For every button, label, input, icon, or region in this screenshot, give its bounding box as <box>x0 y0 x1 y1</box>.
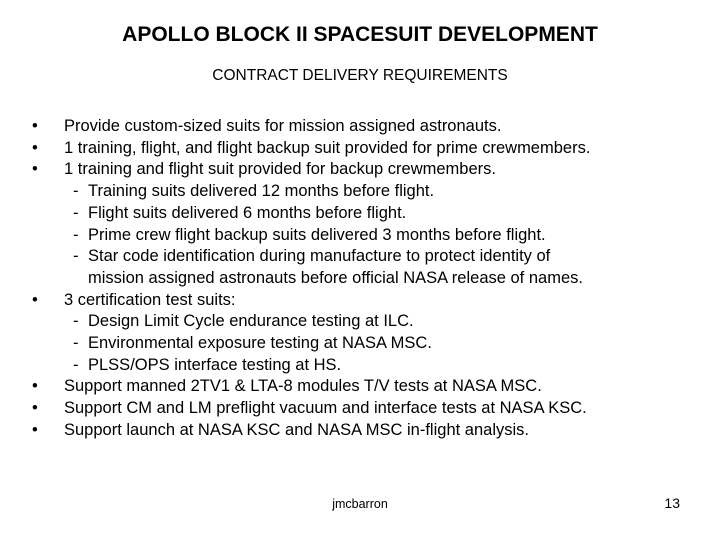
footer-author: jmcbarron <box>332 497 388 511</box>
sub-text: Prime crew flight backup suits delivered 3 months before flight. <box>88 225 546 244</box>
bullet-marker: • <box>32 138 38 157</box>
page-number: 13 <box>664 495 680 511</box>
bullet-marker: • <box>32 160 38 179</box>
sub-text: Flight suits delivered 6 months before flight. <box>88 203 407 222</box>
sub-marker: - <box>73 182 79 201</box>
sub-list-item <box>32 355 712 377</box>
list-item <box>32 138 712 160</box>
bullet-marker: • <box>32 117 38 135</box>
sub-list-item-continuation <box>32 268 712 290</box>
sub-marker: - <box>73 312 79 331</box>
bullet-text: Support manned 2TV1 & LTA-8 modules T/V tests at NASA MSC. <box>64 377 542 396</box>
sub-marker: - <box>73 247 79 266</box>
sub-marker: - <box>73 334 79 353</box>
bullet-marker: • <box>32 420 38 439</box>
list-item <box>32 376 712 398</box>
list-item <box>32 420 712 442</box>
bullet-text: Provide custom-sized suits for mission assigned astronauts. <box>64 117 502 135</box>
slide-title: APOLLO BLOCK II SPACESUIT DEVELOPMENT <box>122 23 598 46</box>
sub-list <box>32 311 712 376</box>
sub-text: mission assigned astronauts before official NASA release of names. <box>88 268 583 287</box>
bullet-text: 1 training and flight suit provided for backup crewmembers. <box>64 160 496 179</box>
sub-list-item <box>32 311 712 333</box>
sub-text: Training suits delivered 12 months before flight. <box>88 182 435 201</box>
bullet-marker: • <box>32 377 38 396</box>
bullet-text: Support launch at NASA KSC and NASA MSC in-flight analysis. <box>64 420 529 439</box>
sub-text: Environmental exposure testing at NASA MSC. <box>88 334 432 353</box>
bullet-marker: • <box>32 290 38 309</box>
bullet-list <box>32 116 712 442</box>
sub-marker: - <box>73 355 79 374</box>
sub-list-item <box>32 181 712 203</box>
sub-list-item <box>32 333 712 355</box>
list-item <box>32 398 712 420</box>
bullet-marker: • <box>32 399 38 418</box>
sub-list <box>32 181 712 290</box>
sub-text: Design Limit Cycle endurance testing at ILC. <box>88 312 414 331</box>
sub-marker: - <box>73 203 79 222</box>
list-item <box>32 159 712 289</box>
sub-list-item <box>32 203 712 225</box>
sub-list-item <box>32 225 712 247</box>
sub-marker: - <box>73 225 79 244</box>
slide-subtitle: CONTRACT DELIVERY REQUIREMENTS <box>212 67 508 84</box>
sub-text: Star code identification during manufacture to protect identity of <box>88 247 551 266</box>
bullet-text: 3 certification test suits: <box>64 290 236 309</box>
sub-text: PLSS/OPS interface testing at HS. <box>88 355 342 374</box>
list-item <box>32 116 712 138</box>
bullet-text: 1 training, flight, and flight backup suit provided for prime crewmembers. <box>64 138 591 157</box>
list-item <box>32 290 712 377</box>
bullet-text: Support CM and LM preflight vacuum and interface tests at NASA KSC. <box>64 399 587 418</box>
sub-list-item <box>32 246 712 268</box>
